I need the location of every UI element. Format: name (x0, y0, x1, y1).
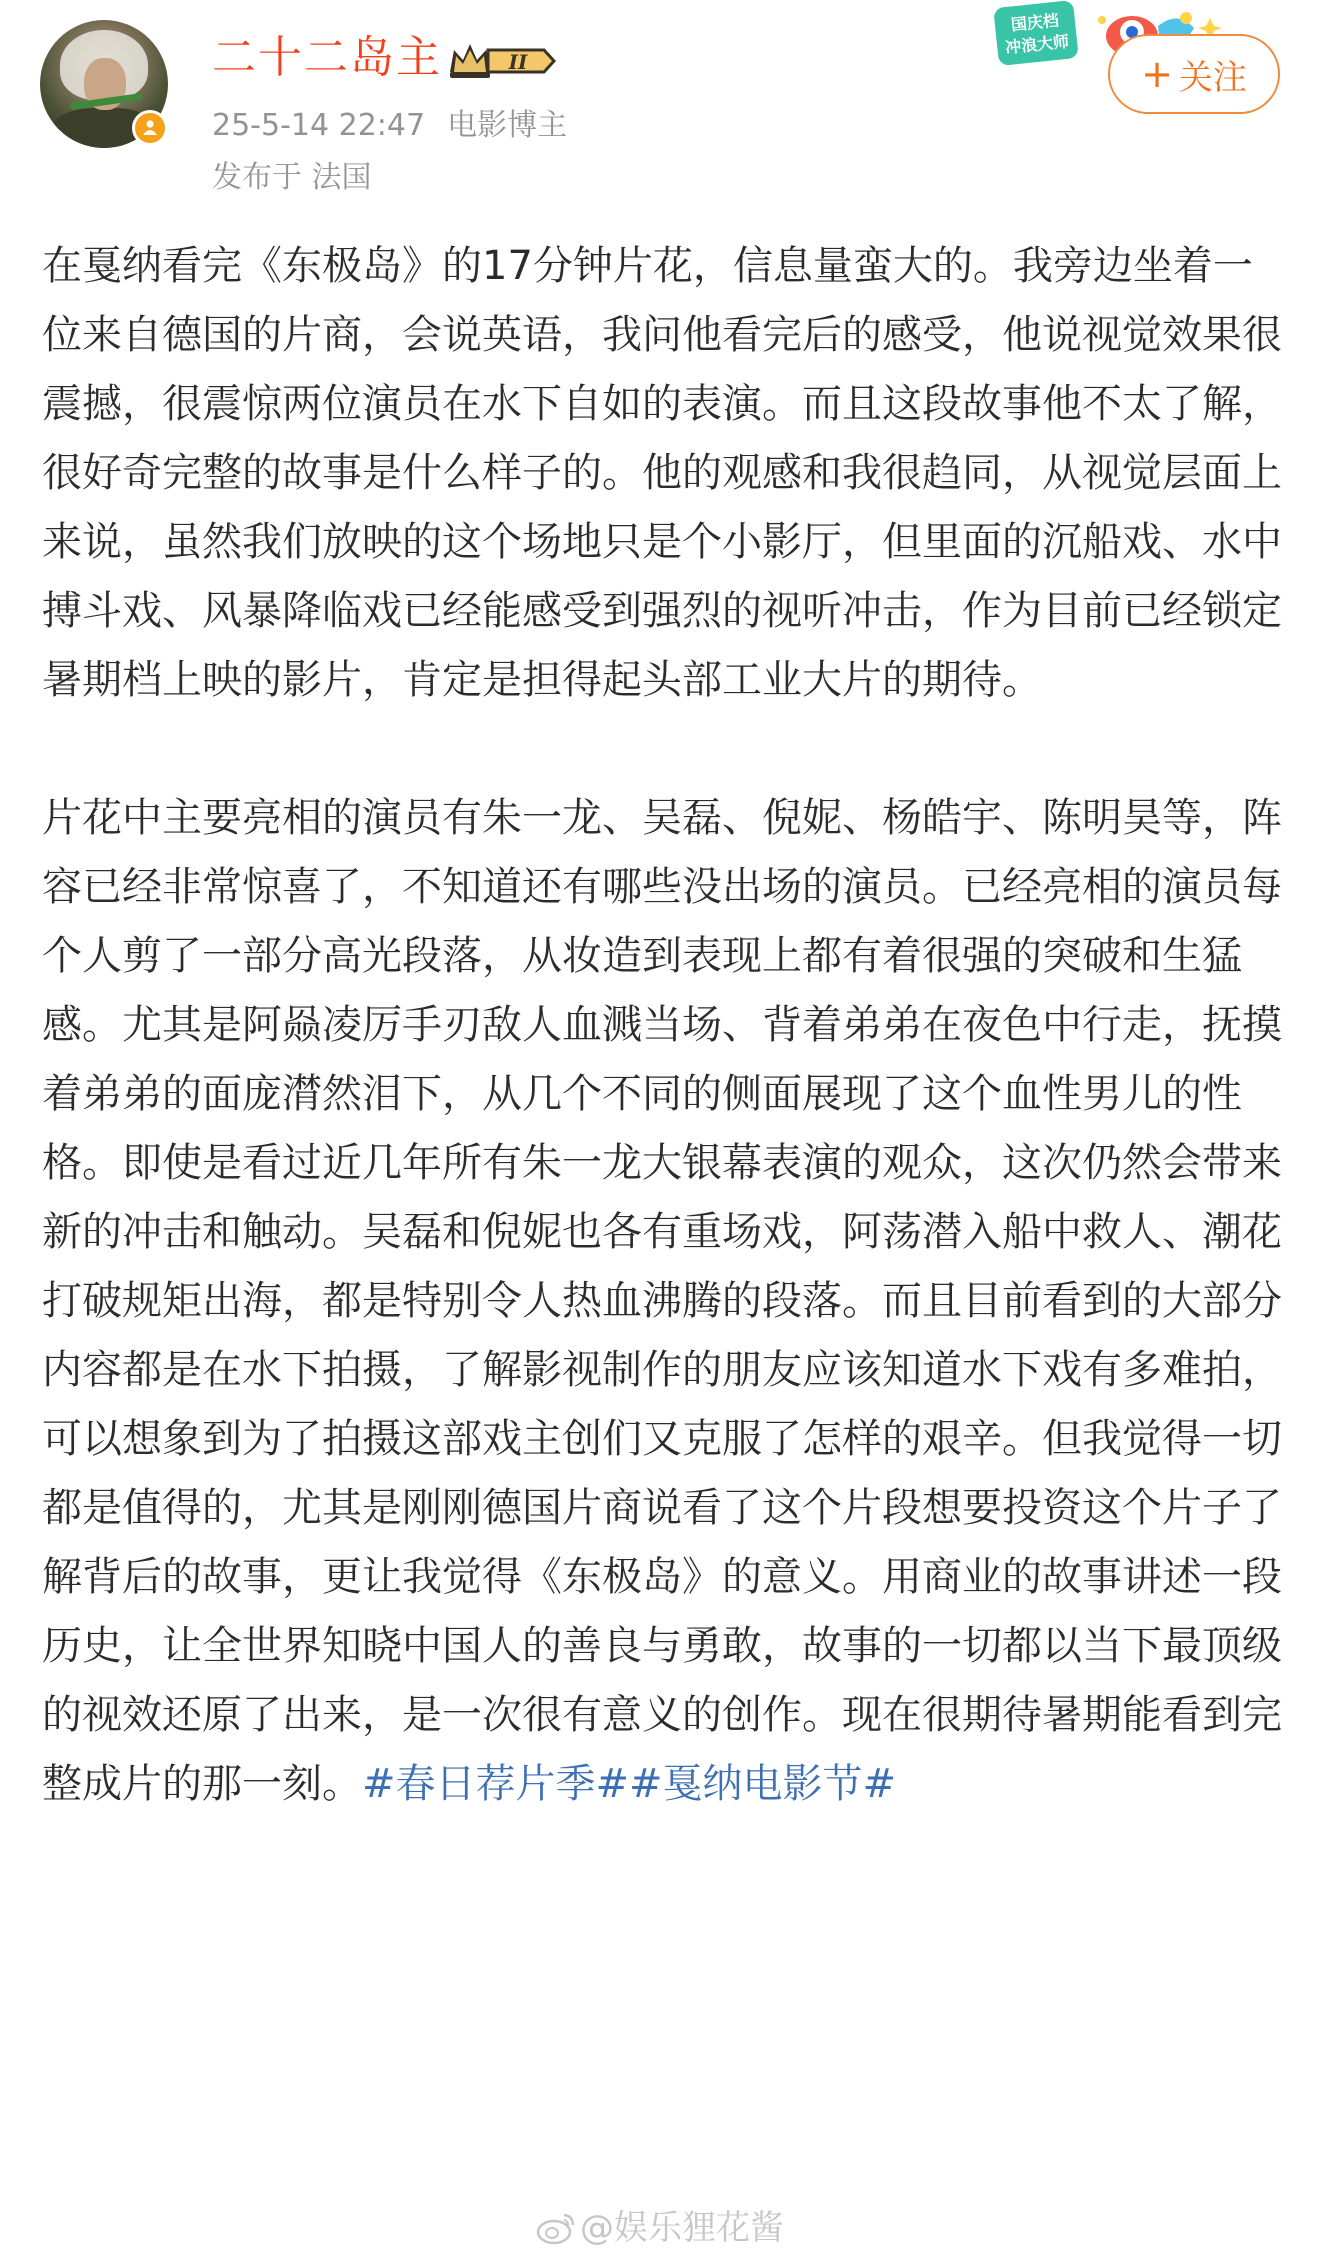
post-timestamp: 25-5-14 22:47 (212, 108, 426, 143)
plus-icon: + (1141, 52, 1173, 96)
author-category: 电影博主 (447, 108, 568, 143)
post-meta (212, 106, 589, 146)
crown-icon (450, 44, 490, 78)
username[interactable]: 二十二岛主 (212, 32, 442, 83)
avatar[interactable] (40, 20, 168, 148)
promo-line1: 国庆档 (1010, 12, 1060, 35)
post-paragraph-1: 在戛纳看完《东极岛》的17分钟片花，信息量蛮大的。我旁边坐着一位来自德国的片商，会说英语，我问他看完后的感受，他说视觉效果很震撼，很震惊两位演员在水下自如的表演。而且这段故事他不太了解，很好奇完整的故事是什么样子的。他的观感和我很趋同，从视觉层面上来说，虽然我们放映的这个场地只是个小影厅，但里面的沉船戏、水中搏斗戏、风暴降临戏已经能感受到强烈的视听冲击，作为目前已经锁定暑期档上映的影片，肯定是担得起头部工业大片的期待。 (42, 243, 1282, 703)
post-location: 发布于 法国 (212, 160, 372, 195)
vip-level-badge[interactable] (446, 38, 558, 84)
weibo-logo-icon (536, 2211, 576, 2245)
verified-badge-icon (132, 110, 168, 146)
hashtag-link[interactable]: #春日荐片季# (362, 1761, 630, 1807)
post-paragraph-2 (42, 784, 1282, 1819)
post-body (42, 232, 1282, 1819)
follow-button[interactable] (1108, 34, 1280, 114)
watermark (536, 2206, 784, 2250)
vip-level-text: II (508, 50, 528, 74)
post-paragraph-2-text: 片花中主要亮相的演员有朱一龙、吴磊、倪妮、杨皓宇、陈明昊等，阵容已经非常惊喜了，不知道还有哪些没出场的演员。已经亮相的演员每个人剪了一部分高光段落，从妆造到表现上都有着很强的突破和生猛感。尤其是阿赑凌厉手刃敌人血溅当场、背着弟弟在夜色中行走，抚摸着弟弟的面庞潸然泪下，从几个不同的侧面展现了这个血性男儿的性格。即使是看过近几年所有朱一龙大银幕表演的观众，这次仍然会带来新的冲击和触动。吴磊和倪妮也各有重场戏，阿荡潜入船中救人、潮花打破规矩出海，都是特别令人热血沸腾的段落。而且目前看到的大部分内容都是在水下拍摄，了解影视制作的朋友应该知道水下戏有多难拍，可以想象到为了拍摄这部戏主创们又克服了怎样的艰辛。但我觉得一切都是值得的，尤其是刚刚德国片商说看了这个片段想要投资这个片子了解背后的故事，更让我觉得《东极岛》的意义。用商业的故事讲述一段历史，让全世界知晓中国人的善良与勇敢，故事的一切都以当下最顶级的视效还原了出来，是一次很有意义的创作。现在很期待暑期能看到完整成片的那一刻。 (42, 795, 1282, 1807)
promo-line2: 冲浪大师 (1004, 33, 1071, 58)
follow-label: 关注 (1178, 57, 1247, 98)
watermark-text: @娱乐狸花酱 (580, 2208, 784, 2248)
hashtag-link[interactable]: #戛纳电影节# (629, 1761, 897, 1807)
